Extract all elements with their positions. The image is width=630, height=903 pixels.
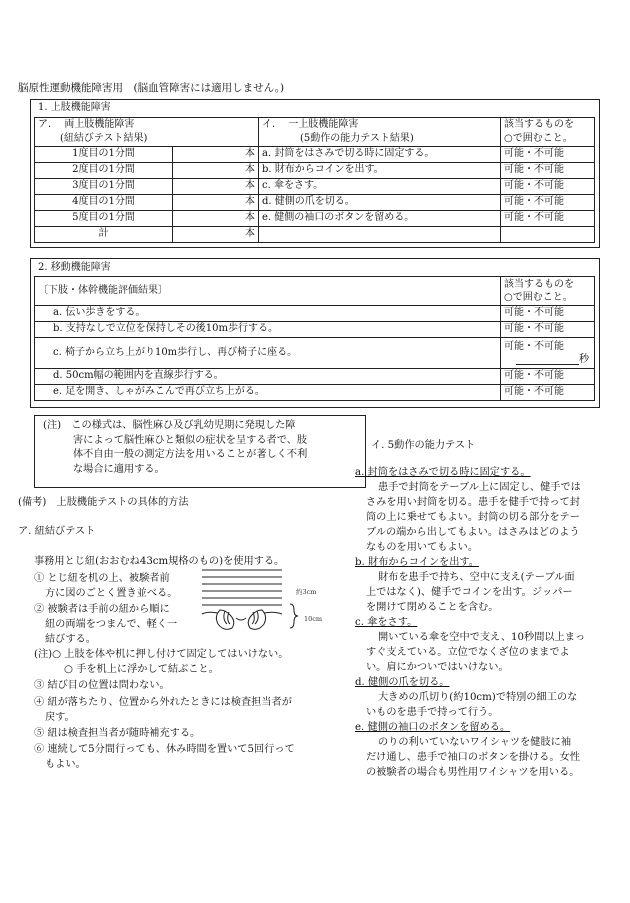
action-label: a. 封筒をはさみで切る時に固定する。 (259, 147, 501, 163)
action-label: b. 財布からコインを出す。 (259, 163, 501, 179)
string-test-heading: ア. 紐結びテスト (18, 526, 96, 537)
count-cell[interactable]: 本 (173, 195, 259, 211)
circle-header: 該当するものを ○で囲むこと。 (501, 118, 595, 147)
string-diagram-figure (200, 566, 335, 648)
table-row (35, 163, 595, 179)
note-box: (注) この様式は、脳性麻ひ及び乳幼児期に発現した障 害によって脳性麻ひと類似の症状を呈する者で、肢 体不自由一般の測定方法を用いることが著しく不利 な場合に適用する。 (34, 415, 366, 488)
seconds-blank[interactable] (516, 364, 579, 365)
action-b-title: b. 財布からコインを出す。 (355, 557, 479, 568)
table-row (35, 385, 595, 401)
choice-cell[interactable]: 可能・不可能 (501, 147, 595, 163)
action-a-title: a. 封筒をはさみで切る時に固定する。 (355, 467, 531, 478)
five-actions-heading: イ. 5動作の能力テスト (371, 440, 476, 451)
choice-cell[interactable]: 可能・不可能 (501, 211, 595, 227)
section2-title: 2. 移動機能障害 (38, 262, 111, 273)
count-cell[interactable]: 本 (173, 147, 259, 163)
mobility-item: e. 足を開き、しゃがみこんで再び立ち上がる。 (35, 385, 501, 401)
mobility-item: b. 支持なしで立位を保持しその後10m歩行する。 (35, 322, 501, 338)
choice-cell[interactable]: 可能・不可能 (501, 369, 595, 385)
table-row (35, 306, 595, 322)
circle-header: 該当するものを ○で囲むこと。 (501, 277, 595, 306)
choice-cell[interactable]: 可能・不可能 (501, 179, 595, 195)
section1-title: 1. 上肢機能障害 (38, 102, 111, 113)
trial-label: 4度目の1分間 (35, 195, 173, 211)
choice-cell[interactable]: 可能・不可能 (501, 195, 595, 211)
count-cell[interactable]: 本 (173, 163, 259, 179)
empty-cell (501, 227, 595, 243)
remarks-heading: (備考) 上肢機能テストの具体的方法 (18, 497, 189, 508)
action-label: d. 健側の爪を切る。 (259, 195, 501, 211)
count-cell[interactable]: 本 (173, 179, 259, 195)
mobility-item: a. 伝い歩きをする。 (35, 306, 501, 322)
unilateral-header: イ. 一上肢機能障害 (5動作の能力テスト結果) (259, 118, 501, 147)
figure-label-3cm: 約3cm (296, 588, 317, 596)
empty-cell (259, 227, 501, 243)
count-cell[interactable]: 本 (173, 211, 259, 227)
upper-limb-table (34, 117, 595, 243)
table-row (35, 227, 595, 243)
trial-label: 1度目の1分間 (35, 147, 173, 163)
trial-label: 3度目の1分間 (35, 179, 173, 195)
mobility-item: d. 50cm幅の範囲内を直線歩行する。 (35, 369, 501, 385)
action-label: e. 健側の袖口のボタンを留める。 (259, 211, 501, 227)
total-count-cell[interactable]: 本 (173, 227, 259, 243)
mobility-header: 〔下肢・体幹機能評価結果〕 (35, 277, 501, 306)
action-d-title: d. 健側の爪を切る。 (355, 677, 450, 688)
action-e-title: e. 健側の袖口のボタンを留める。 (355, 722, 511, 733)
seconds-unit: 秒 (579, 354, 589, 365)
string-test-intro: 事務用とじ紐(おおむね43cm規格のもの)を使用する。 (34, 556, 285, 567)
table-row (35, 211, 595, 227)
table-row (35, 369, 595, 385)
page-title: 脳原性運動機能障害用 (脳血管障害には適用しません。) (18, 82, 285, 94)
action-label: c. 傘をさす。 (259, 179, 501, 195)
table-row (35, 338, 595, 369)
trial-label: 2度目の1分間 (35, 163, 173, 179)
table-row (35, 179, 595, 195)
choice-cell[interactable]: 可能・不可能 (501, 306, 595, 322)
choice-cell[interactable]: 可能・不可能 秒 (501, 338, 595, 369)
choice-cell[interactable]: 可能・不可能 (501, 163, 595, 179)
mobility-item: c. 椅子から立ち上がり10m歩行し、再び椅子に座る。 (35, 338, 501, 369)
note-label: (注) (43, 420, 62, 431)
choice-cell[interactable]: 可能・不可能 (501, 385, 595, 401)
total-label: 計 (35, 227, 173, 243)
action-c-title: c. 傘をさす。 (355, 617, 418, 628)
table-row (35, 195, 595, 211)
bilateral-header: ア. 両上肢機能障害 (紐結びテスト結果) (35, 118, 259, 147)
table-row (35, 147, 595, 163)
mobility-table (34, 276, 595, 401)
choice-cell[interactable]: 可能・不可能 (501, 322, 595, 338)
trial-label: 5度目の1分間 (35, 211, 173, 227)
figure-label-10cm: 10cm (304, 615, 323, 623)
table-row (35, 322, 595, 338)
